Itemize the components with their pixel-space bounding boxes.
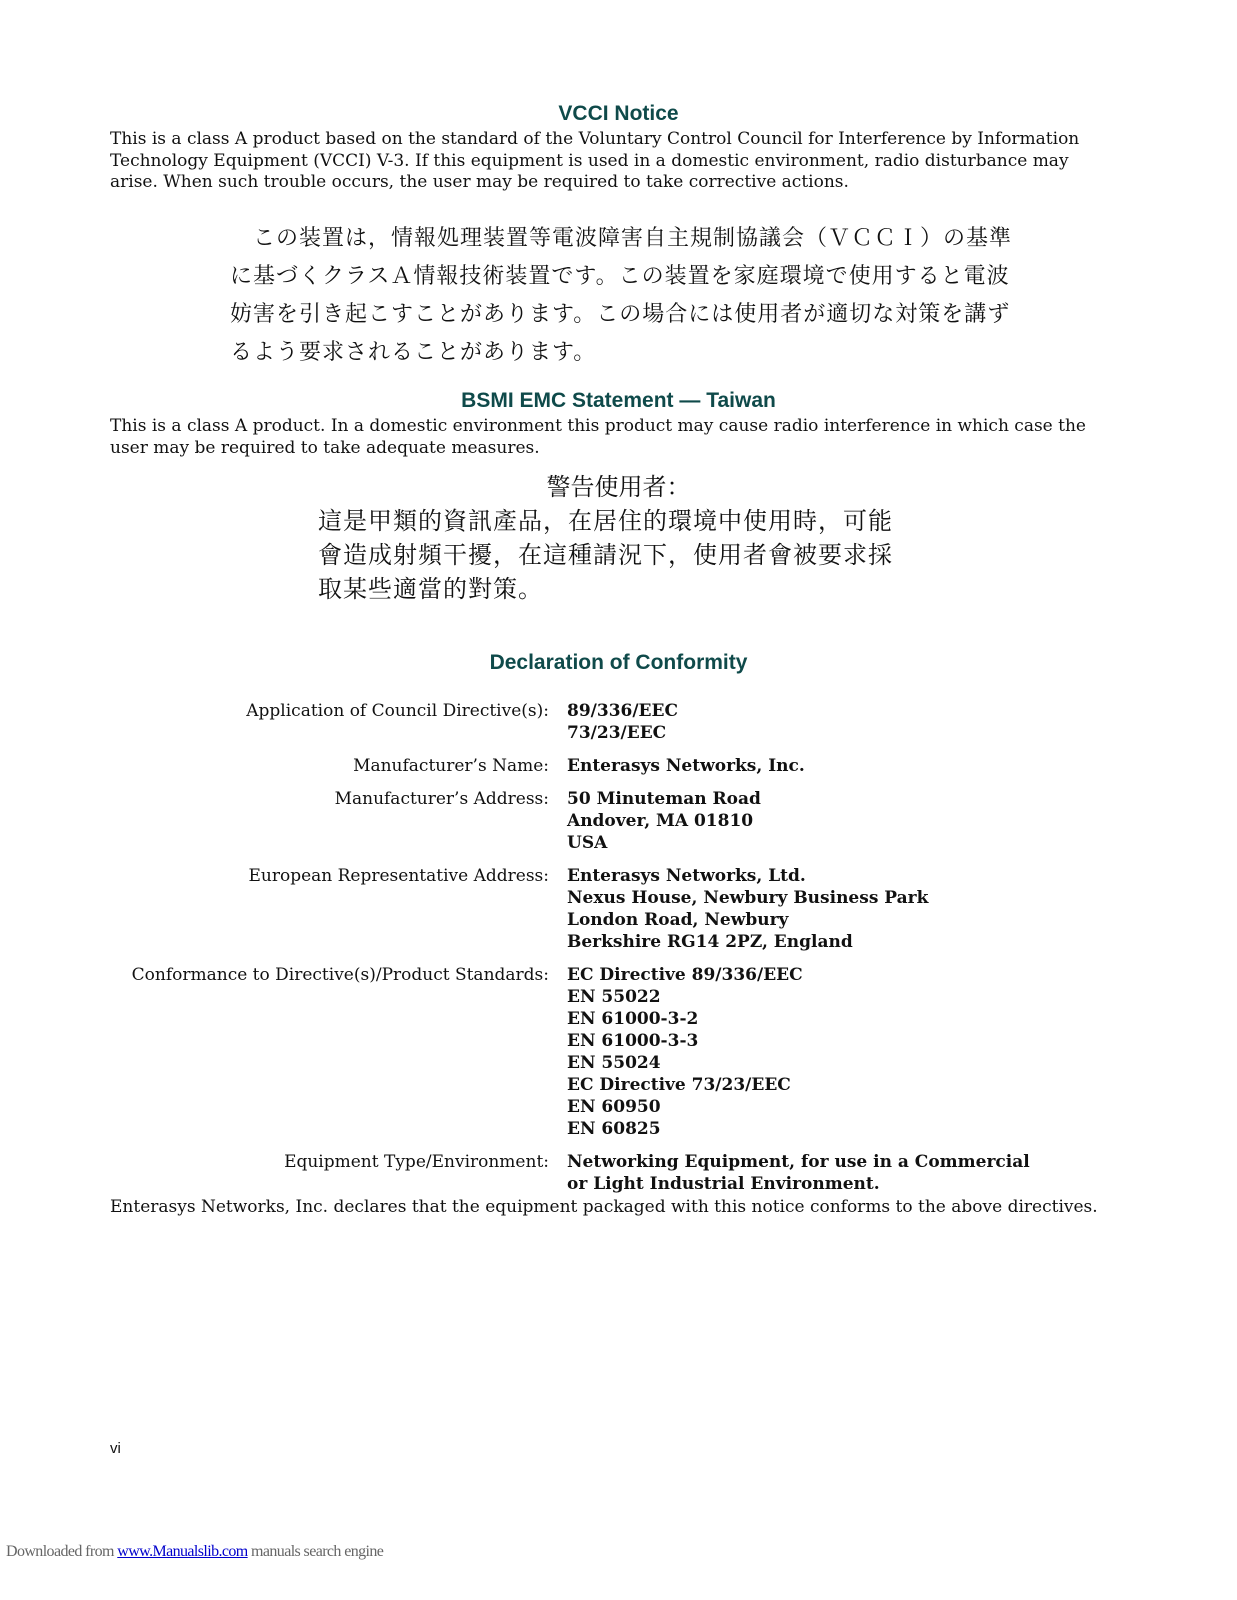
declaration-label: Manufacturer’s Address: bbox=[334, 789, 549, 809]
declaration-value-line: EC Directive 89/336/EEC bbox=[567, 965, 803, 985]
declaration-value-line: EN 61000-3-2 bbox=[567, 1009, 699, 1029]
chinese-line: 取某些適當的對策。 bbox=[318, 575, 543, 603]
declaration-value-line: 89/336/EEC bbox=[567, 701, 679, 721]
vcci-title: VCCI Notice bbox=[558, 102, 679, 125]
declaration-value-line: Networking Equipment, for use in a Commercial bbox=[567, 1152, 1030, 1172]
doc-title: Declaration of Conformity bbox=[489, 651, 748, 674]
declaration-value-line: EC Directive 73/23/EEC bbox=[567, 1075, 791, 1095]
bsmi-title: BSMI EMC Statement — Taiwan bbox=[461, 389, 776, 412]
japanese-line: 妨害を引き起こすことがあります。この場合には使用者が適切な対策を講ず bbox=[230, 302, 1011, 327]
declaration-label: Manufacturer’s Name: bbox=[353, 756, 549, 776]
declaration-value bbox=[567, 865, 1167, 953]
chinese-line: 會造成射頻干擾，在這種請況下，使用者會被要求採 bbox=[318, 541, 893, 569]
download-footer bbox=[6, 1543, 383, 1561]
declaration-table bbox=[0, 700, 1237, 1206]
declaration-row bbox=[0, 788, 1237, 854]
declaration-value-line: Enterasys Networks, Ltd. bbox=[567, 866, 806, 886]
declaration-value-line: USA bbox=[567, 833, 608, 853]
japanese-line: に基づくクラスＡ情報技術装置です。この装置を家庭環境で使用すると電波 bbox=[230, 264, 1010, 289]
declaration-label: Conformance to Directive(s)/Product Standards: bbox=[131, 965, 549, 985]
japanese-line: この装置は，情報処理装置等電波障害自主規制協議会（ＶＣＣＩ）の基準 bbox=[230, 226, 1013, 251]
declaration-row bbox=[0, 865, 1237, 953]
declaration-closing: Enterasys Networks, Inc. declares that the equipment packaged with this notice conforms to the above directives. bbox=[110, 1197, 1098, 1217]
declaration-value bbox=[567, 788, 1167, 854]
bsmi-chinese-statement bbox=[0, 470, 1237, 606]
declaration-value-line: EN 60825 bbox=[567, 1119, 661, 1139]
declaration-label: Application of Council Directive(s): bbox=[246, 701, 549, 721]
manualslib-link[interactable]: www.Manualslib.com bbox=[117, 1543, 248, 1560]
vcci-japanese-statement bbox=[230, 220, 1020, 372]
declaration-value-line: or Light Industrial Environment. bbox=[567, 1174, 880, 1194]
declaration-row bbox=[0, 700, 1237, 744]
chinese-line: 這是甲類的資訊產品，在居住的環境中使用時，可能 bbox=[318, 507, 893, 535]
footer-suffix: manuals search engine bbox=[247, 1543, 384, 1560]
declaration-row bbox=[0, 755, 1237, 777]
declaration-value-line: Andover, MA 01810 bbox=[567, 811, 754, 831]
japanese-line: るよう要求されることがあります。 bbox=[230, 340, 597, 365]
page-number: vi bbox=[110, 1440, 121, 1457]
chinese-warning: 警告使用者： bbox=[546, 473, 691, 501]
declaration-label: Equipment Type/Environment: bbox=[284, 1152, 549, 1172]
declaration-value-line: EN 55022 bbox=[567, 987, 661, 1007]
declaration-row bbox=[0, 964, 1237, 1140]
bsmi-body: This is a class A product. In a domestic environment this product may cause radio interference in which case the user may be required to take adequate measures. bbox=[110, 416, 1086, 458]
declaration-value-line: Enterasys Networks, Inc. bbox=[567, 756, 805, 776]
declaration-value-line: 50 Minuteman Road bbox=[567, 789, 761, 809]
declaration-value-line: 73/23/EEC bbox=[567, 723, 667, 743]
declaration-value-line: Berkshire RG14 2PZ, England bbox=[567, 932, 853, 952]
declaration-value bbox=[567, 964, 1167, 1140]
declaration-value-line: Nexus House, Newbury Business Park bbox=[567, 888, 929, 908]
declaration-value-line: EN 55024 bbox=[567, 1053, 661, 1073]
declaration-label: European Representative Address: bbox=[248, 866, 549, 886]
declaration-row bbox=[0, 1151, 1237, 1195]
declaration-value-line: London Road, Newbury bbox=[567, 910, 789, 930]
declaration-value-line: EN 60950 bbox=[567, 1097, 661, 1117]
vcci-body: This is a class A product based on the standard of the Voluntary Control Council for Interference by Information Technology Equipment (VCCI) V-3. If this equipment is used in a domestic environment, radio disturbance may arise. When such trouble occurs, the user may be required to take corrective actions. bbox=[110, 129, 1080, 192]
declaration-value bbox=[567, 1151, 1167, 1195]
footer-prefix: Downloaded from bbox=[6, 1543, 118, 1560]
declaration-value bbox=[567, 700, 1167, 744]
declaration-value bbox=[567, 755, 1167, 777]
declaration-value-line: EN 61000-3-3 bbox=[567, 1031, 699, 1051]
